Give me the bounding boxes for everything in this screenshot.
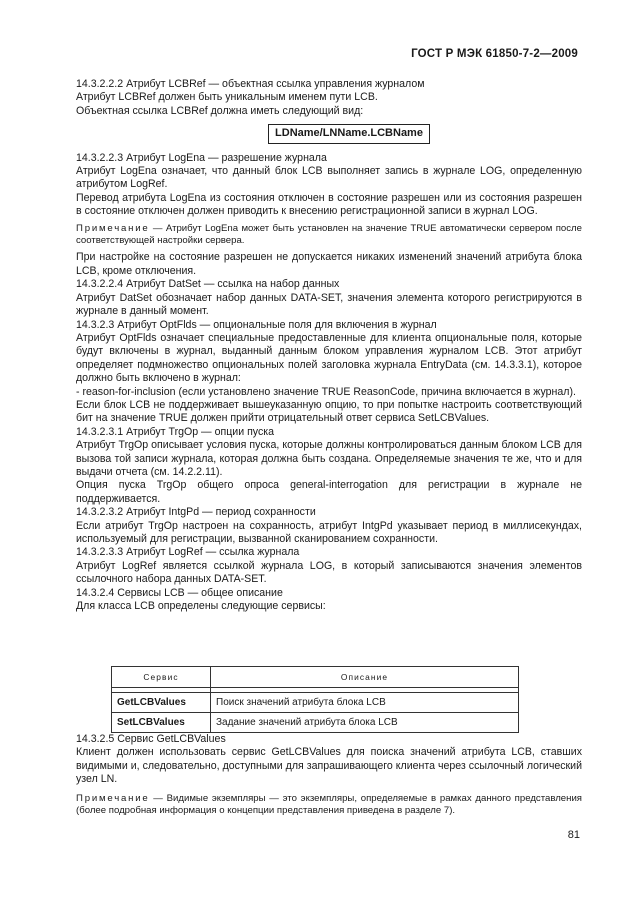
note-text: — Атрибут LogEna может быть установлен на значение TRUE автоматически сервером после соответствующей настройки сервера. <box>76 222 582 247</box>
note-logena <box>76 223 582 248</box>
body-text-after-table <box>76 733 582 817</box>
datset-para: Атрибут DatSet обозначает набор данных DATA-SET, значения элемента которого регистрируются в журнале в данный момент. <box>76 291 582 318</box>
intgpd-para: Если атрибут TrgOp настроен на сохранность, атрибут IntgPd указывает период в миллисекундах, используемый для регистрации, вызванной сканированием сохранности. <box>76 519 582 545</box>
logena-para2: Перевод атрибута LogEna из состояния отключен в состояние разрешен или из состояния разрешен в состояние отключен должен приводить к внесению регистрационной записи в журнал LOG. <box>76 191 582 218</box>
table-cell-service: GetLCBValues <box>112 693 211 713</box>
lcbref-line1: Атрибут LCBRef должен быть уникальным именем пути LCB. <box>76 91 378 104</box>
lcb-services-para: Для класса LCB определены следующие сервисы: <box>76 600 326 613</box>
heading-lcbref: 14.3.2.2.2 Атрибут LCBRef — объектная ссылка управления журналом <box>76 78 425 90</box>
heading-logena: 14.3.2.2.3 Атрибут LogEna — разрешение журнала <box>76 151 327 164</box>
heading-datset: 14.3.2.2.4 Атрибут DatSet — ссылка на набор данных <box>76 278 340 291</box>
table-header-description: Описание <box>211 667 519 688</box>
getlcbvalues-para: Клиент должен использовать сервис GetLCBValues для поиска значений атрибута LCB, ставших видимыми и, следовательно, доступными для запрашивающего клиента через ссылочный логический узел LN. <box>76 746 582 786</box>
heading-lcb-services: 14.3.2.4 Сервисы LCB — общее описание <box>76 586 283 599</box>
note-text: — Видимые экземпляры — это экземпляры, определяемые в рамках данного представления (более подробная информация о концепции представления приведена в разделе 7). <box>76 792 582 817</box>
heading-getlcbvalues: 14.3.2.5 Сервис GetLCBValues <box>76 733 226 745</box>
note-label: Примечание <box>76 222 150 234</box>
table-cell-description: Задание значений атрибута блока LCB <box>211 713 519 733</box>
table-cell-service: SetLCBValues <box>112 713 211 733</box>
heading-trgop: 14.3.2.3.1 Атрибут TrgOp — опции пуска <box>76 425 275 438</box>
format-box: LDName/LNName.LCBName <box>268 124 430 143</box>
table-header-row <box>112 667 519 688</box>
table-row <box>112 693 519 713</box>
body-text <box>76 78 582 613</box>
lcbref-line2: Объектная ссылка LCBRef должна иметь следующий вид: <box>76 104 364 117</box>
document-code: ГОСТ Р МЭК 61850-7-2—2009 <box>411 48 578 60</box>
table-row <box>112 713 519 733</box>
optflds-para1: Атрибут OptFlds означает специальные предоставленные для клиента опциональные поля, которые будут включены в журнал, выданный данным блоком управления журналом LCB. Этот атрибут определяет подмножество опциональных полей заголовка журнала EntryData (см. 14.3.3.1), которое должно быть включено в журнал: <box>76 331 582 385</box>
logena-para3: При настройке на состояние разрешен не допускается никаких изменений значений атрибута блока LCB, кроме отключения. <box>76 251 582 277</box>
optflds-item: - reason-for-inclusion (если установлено значение TRUE ReasonCode, причина включается в журнал). <box>76 385 576 398</box>
heading-optflds: 14.3.2.3 Атрибут OptFlds — опциональные поля для включения в журнал <box>76 318 437 331</box>
note-label: Примечание <box>76 792 150 804</box>
trgop-para2: Опция пуска TrgOp общего опроса general-interrogation для регистрации в журнале не поддерживается. <box>76 479 582 505</box>
note-visible-instances <box>76 793 582 818</box>
heading-logref: 14.3.2.3.3 Атрибут LogRef — ссылка журнала <box>76 546 300 559</box>
table-header-service: Сервис <box>112 667 211 688</box>
logref-para: Атрибут LogRef является ссылкой журнала LOG, в который записываются значения элементов ссылочного набора данных DATA-SET. <box>76 559 582 586</box>
table-cell-description: Поиск значений атрибута блока LCB <box>211 693 519 713</box>
logena-para1: Атрибут LogEna означает, что данный блок LCB выполняет запись в журнале LOG, определенную атрибутом LogRef. <box>76 165 582 191</box>
optflds-para2: Если блок LCB не поддерживает вышеуказанную опцию, то при попытке настроить соответствующий бит на значение TRUE должен прийти отрицательный ответ сервиса SetLCBValues. <box>76 398 582 425</box>
services-table <box>111 666 519 733</box>
heading-intgpd: 14.3.2.3.2 Атрибут IntgPd — период сохранности <box>76 506 316 519</box>
trgop-para1: Атрибут TrgOp описывает условия пуска, которые должны контролироваться данным блоком LCB для вызова той записи журнала, которая должна быть создана. Определяемые значения те же, что и для выдачи отчета (см. 14.2.2.11). <box>76 439 582 478</box>
page-number: 81 <box>567 829 580 841</box>
